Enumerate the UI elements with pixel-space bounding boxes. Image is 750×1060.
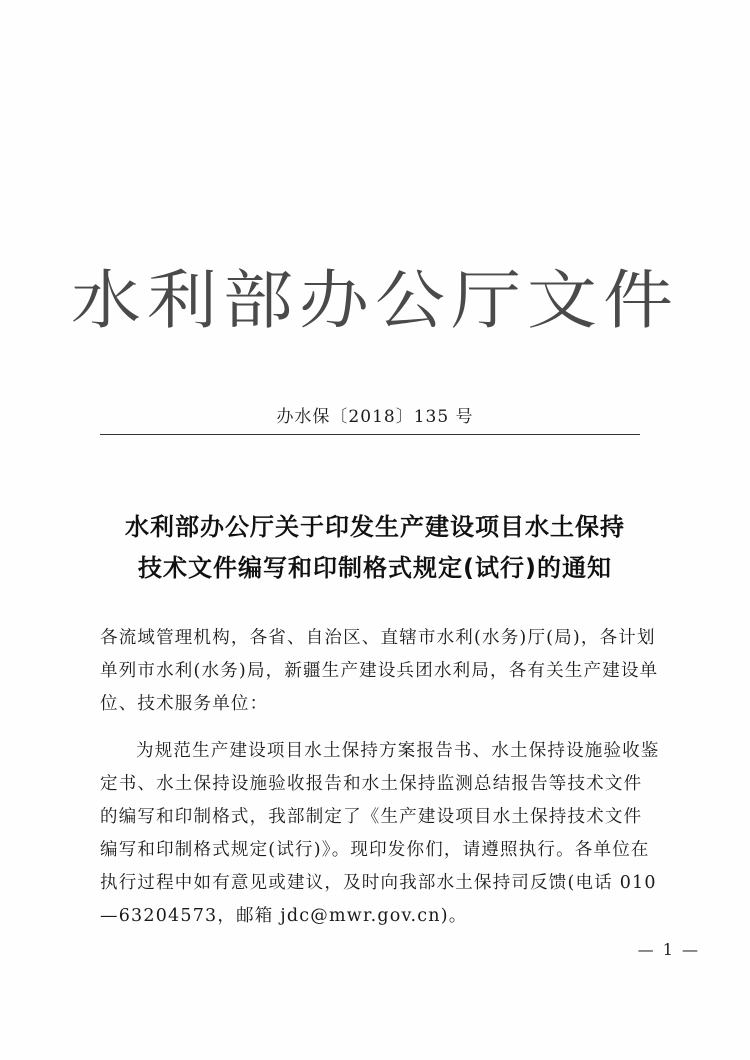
header-divider: [100, 434, 640, 435]
page-number: — 1 —: [637, 940, 700, 959]
notice-title-line-2: 技术文件编写和印制格式规定(试行)的通知: [138, 554, 612, 582]
notice-title-line-1: 水利部办公厅关于印发生产建设项目水土保持: [125, 513, 625, 541]
document-number: 办水保〔2018〕135 号: [276, 407, 474, 427]
body-paragraph: 为规范生产建设项目水土保持方案报告书、水土保持设施验收鉴定书、水土保持设施验收报告和水土保持监测总结报告等技术文件的编写和印制格式，我部制定了《生产建设项目水土保持技术文件编写和印制格式规定(试行)》。现印发你们，请遵照执行。各单位在执行过程中如有意见或建议，及时向我部水土保持司反馈(电话 010—63204573，邮箱 jdc@mwr.gov.cn)。: [100, 741, 660, 926]
addressee-paragraph: 各流域管理机构，各省、自治区、直辖市水利(水务)厅(局)，各计划单列市水利(水务)局，新疆生产建设兵团水利局，各有关生产建设单位、技术服务单位：: [100, 628, 659, 714]
issuer-header: 水利部办公厅文件: [71, 262, 679, 339]
